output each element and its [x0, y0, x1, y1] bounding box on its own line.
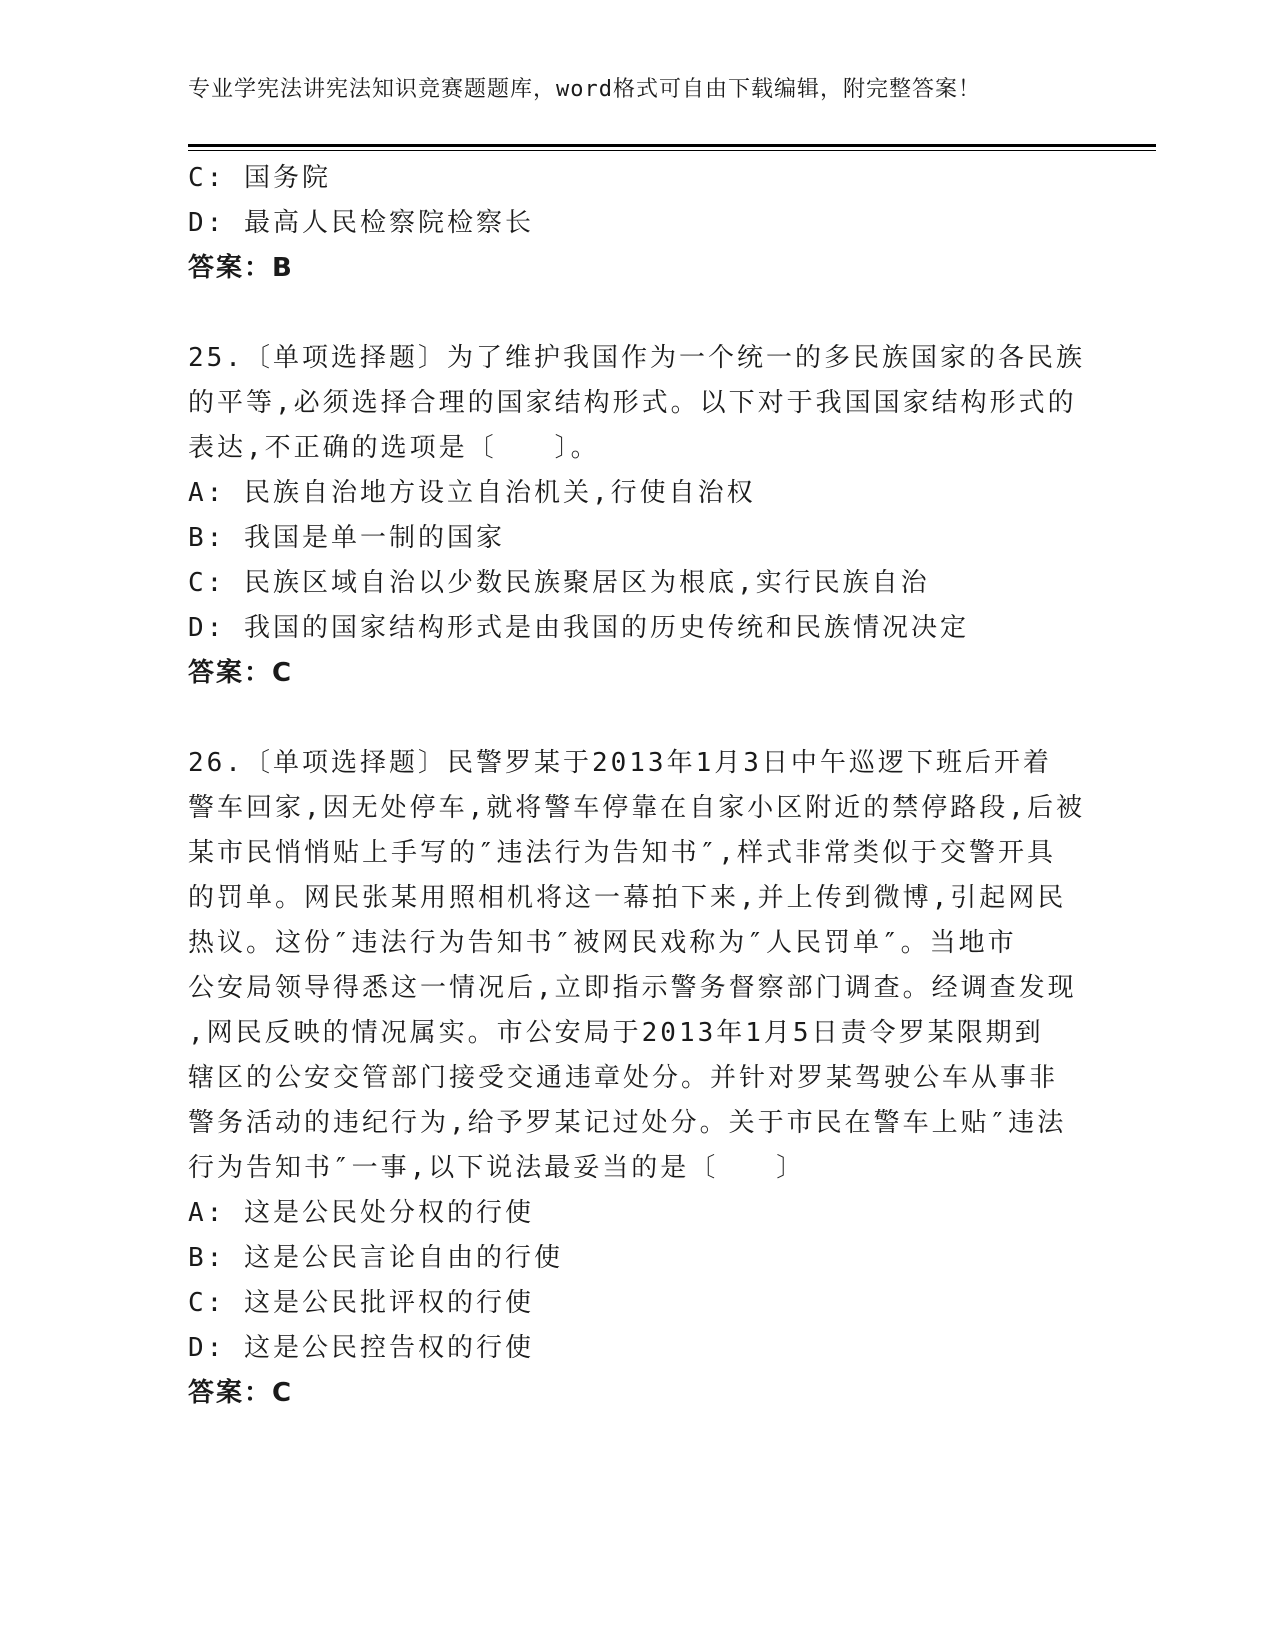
option-b: B: 这是公民言论自由的行使 — [188, 1243, 563, 1273]
answer-line: 答案：C — [188, 1378, 294, 1408]
question-text-line: 表达,不正确的选项是〔 〕。 — [188, 433, 600, 463]
prev-question — [188, 156, 1088, 291]
answer-line: 答案：C — [188, 658, 294, 688]
option-c: C: 民族区域自治以少数民族聚居区为根底,实行民族自治 — [188, 568, 930, 598]
question-text-line: ,网民反映的情况属实。市公安局于2013年1月5日责令罗某限期到 — [188, 1018, 1044, 1048]
spacer — [188, 696, 1088, 741]
header-rule-thick — [188, 144, 1156, 147]
option-d: D: 我国的国家结构形式是由我国的历史传统和民族情况决定 — [188, 613, 969, 643]
option-d: D: 这是公民控告权的行使 — [188, 1333, 534, 1363]
spacer — [188, 291, 1088, 336]
question-text-line: 25.〔单项选择题〕为了维护我国作为一个统一的多民族国家的各民族 — [188, 343, 1085, 373]
question-26 — [188, 741, 1088, 1416]
page-header: 专业学宪法讲宪法知识竞赛题题库，word格式可自由下载编辑，附完整答案！ — [188, 77, 981, 102]
header-rule-thin — [188, 150, 1156, 151]
question-text-line: 公安局领导得悉这一情况后,立即指示警务督察部门调查。经调查发现 — [188, 973, 1077, 1003]
question-text-line: 的平等,必须选择合理的国家结构形式。以下对于我国国家结构形式的 — [188, 388, 1077, 418]
option-c: C: 国务院 — [188, 163, 331, 193]
option-c: C: 这是公民批评权的行使 — [188, 1288, 534, 1318]
answer-line: 答案：B — [188, 253, 294, 283]
question-text-line: 行为告知书″一事,以下说法最妥当的是〔 〕 — [188, 1153, 806, 1183]
question-text-line: 警车回家,因无处停车,就将警车停靠在自家小区附近的禁停路段,后被 — [188, 793, 1085, 823]
option-b: B: 我国是单一制的国家 — [188, 523, 505, 553]
question-text-line: 26.〔单项选择题〕民警罗某于2013年1月3日中午巡逻下班后开着 — [188, 748, 1052, 778]
question-text-line: 辖区的公安交管部门接受交通违章处分。并针对罗某驾驶公车从事非 — [188, 1063, 1059, 1093]
question-text-line: 热议。这份″违法行为告知书″被网民戏称为″人民罚单″。当地市 — [188, 928, 1017, 958]
option-a: A: 这是公民处分权的行使 — [188, 1198, 534, 1228]
question-text-line: 某市民悄悄贴上手写的″违法行为告知书″,样式非常类似于交警开具 — [188, 838, 1056, 868]
option-a: A: 民族自治地方设立自治机关,行使自治权 — [188, 478, 756, 508]
option-d: D: 最高人民检察院检察长 — [188, 208, 534, 238]
question-text-line: 的罚单。网民张某用照相机将这一幕拍下来,并上传到微博,引起网民 — [188, 883, 1067, 913]
question-text-line: 警务活动的违纪行为,给予罗某记过处分。关于市民在警车上贴″违法 — [188, 1108, 1067, 1138]
document-body — [188, 156, 1088, 1416]
question-25 — [188, 336, 1088, 696]
